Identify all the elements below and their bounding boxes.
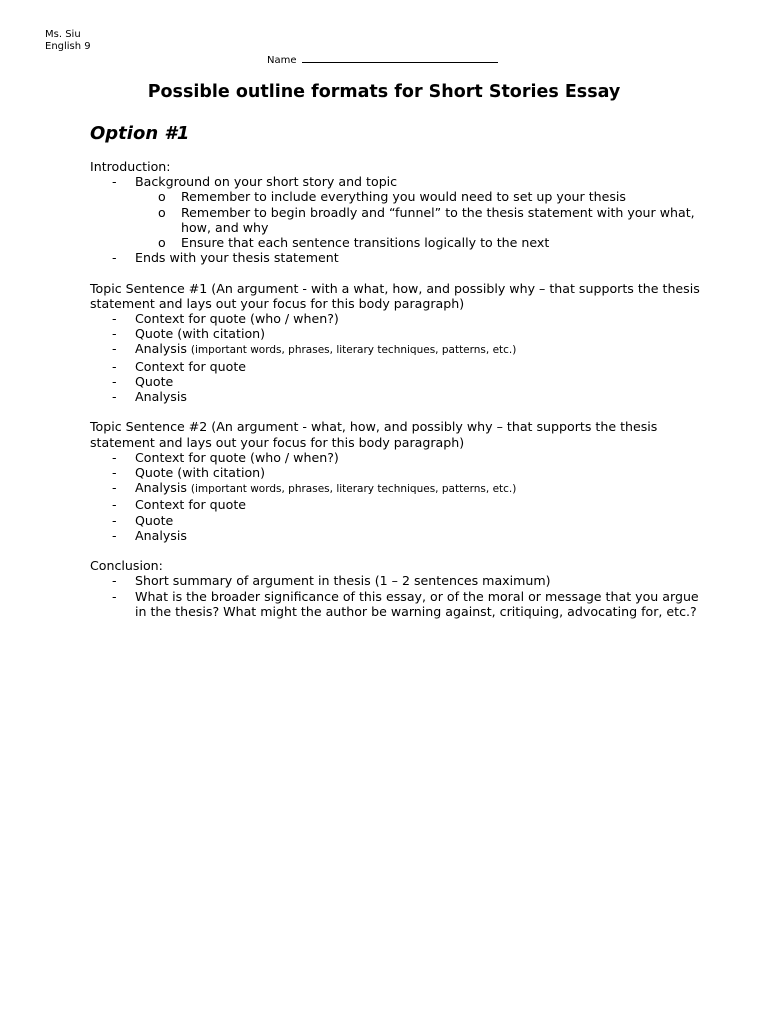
- topic1-section: [90, 281, 710, 405]
- dash-marker: -: [112, 527, 117, 543]
- list-item-text: What is the broader significance of this essay, or of the moral or message that you argue in the thesis? What might the author be warning against, critiquing, advocating for, etc.?: [135, 588, 699, 619]
- dash-marker: -: [112, 497, 117, 513]
- list-item-detail: (important words, phrases, literary techniques, patterns, etc.): [190, 344, 517, 357]
- course-name: English 9: [45, 41, 91, 52]
- list-item: [90, 465, 710, 480]
- list-item: [90, 513, 710, 528]
- list-item: [90, 326, 710, 341]
- list-item: [90, 497, 710, 512]
- conclusion-heading: Conclusion:: [90, 558, 163, 574]
- list-item: [90, 250, 710, 265]
- sub-list-item-text: Remember to begin broadly and “funnel” to the thesis statement with your what, how, and why: [181, 204, 695, 235]
- dash-marker: -: [112, 373, 117, 389]
- dash-marker: -: [112, 326, 117, 342]
- list-item-text: Short summary of argument in thesis (1 – 2 sentences maximum): [135, 573, 551, 589]
- list-item-text: Quote (with citation): [135, 465, 266, 481]
- list-item: [90, 341, 710, 358]
- sub-list-item-text: Ensure that each sentence transitions logically to the next: [181, 235, 550, 251]
- introduction-heading: Introduction:: [90, 159, 171, 174]
- list-item: [90, 528, 710, 543]
- list-item-text: Context for quote (who / when?): [135, 311, 339, 327]
- list-item-text: Quote (with citation): [135, 326, 266, 342]
- topic2-section: [90, 419, 710, 543]
- list-item: [90, 450, 710, 465]
- dash-marker: -: [112, 588, 117, 604]
- list-item: [90, 589, 710, 619]
- dash-marker: -: [112, 250, 117, 266]
- name-label: Name: [267, 55, 297, 66]
- dash-marker: -: [112, 389, 117, 405]
- dash-marker: -: [112, 480, 117, 496]
- name-blank-line: [302, 53, 498, 63]
- list-item-text: Context for quote: [135, 358, 247, 374]
- list-item-text: Ends with your thesis statement: [135, 250, 339, 266]
- list-item-text: Quote: [135, 512, 174, 528]
- dash-marker: -: [112, 465, 117, 481]
- conclusion-section: [90, 558, 710, 619]
- list-item: [90, 359, 710, 374]
- option-heading: Option #1: [90, 123, 190, 144]
- circle-marker: o: [158, 235, 166, 251]
- sub-list-item-text: Remember to include everything you would need to set up your thesis: [181, 189, 626, 205]
- circle-marker: o: [158, 189, 166, 205]
- outline-body: [90, 159, 710, 634]
- introduction-section: [90, 159, 710, 265]
- dash-marker: -: [112, 358, 117, 374]
- dash-marker: -: [112, 341, 117, 357]
- topic1-heading: Topic Sentence #1 (An argument - with a what, how, and possibly why – that supports the thesis statement and lays out your focus for this body paragraph): [90, 280, 700, 311]
- list-item-detail: (important words, phrases, literary techniques, patterns, etc.): [190, 483, 517, 496]
- document-title: Possible outline formats for Short Stories Essay: [147, 82, 621, 102]
- list-item-text: Analysis: [135, 527, 187, 543]
- sub-list-item: [90, 205, 710, 235]
- list-item-text: Context for quote (who / when?): [135, 449, 339, 465]
- name-field: [267, 53, 498, 67]
- header-info: [45, 29, 91, 53]
- list-item-text: Background on your short story and topic: [135, 174, 398, 190]
- dash-marker: -: [112, 174, 117, 190]
- sub-list-item: [90, 235, 710, 250]
- dash-marker: -: [112, 573, 117, 589]
- list-item-text: Analysis: [135, 389, 187, 405]
- sub-list-item: [90, 189, 710, 204]
- list-item-text: Quote: [135, 373, 174, 389]
- dash-marker: -: [112, 449, 117, 465]
- list-item: [90, 174, 710, 189]
- list-item-text: Context for quote: [135, 497, 247, 513]
- list-item-text: Analysis: [135, 341, 187, 357]
- circle-marker: o: [158, 204, 166, 220]
- list-item-text: Analysis: [135, 480, 187, 496]
- list-item: [90, 374, 710, 389]
- dash-marker: -: [112, 311, 117, 327]
- topic2-heading: Topic Sentence #2 (An argument - what, how, and possibly why – that supports the thesis statement and lays out your focus for this body paragraph): [90, 419, 658, 450]
- list-item: [90, 311, 710, 326]
- teacher-name: Ms. Siu: [45, 29, 81, 40]
- list-item: [90, 573, 710, 588]
- list-item: [90, 389, 710, 404]
- dash-marker: -: [112, 512, 117, 528]
- list-item: [90, 480, 710, 497]
